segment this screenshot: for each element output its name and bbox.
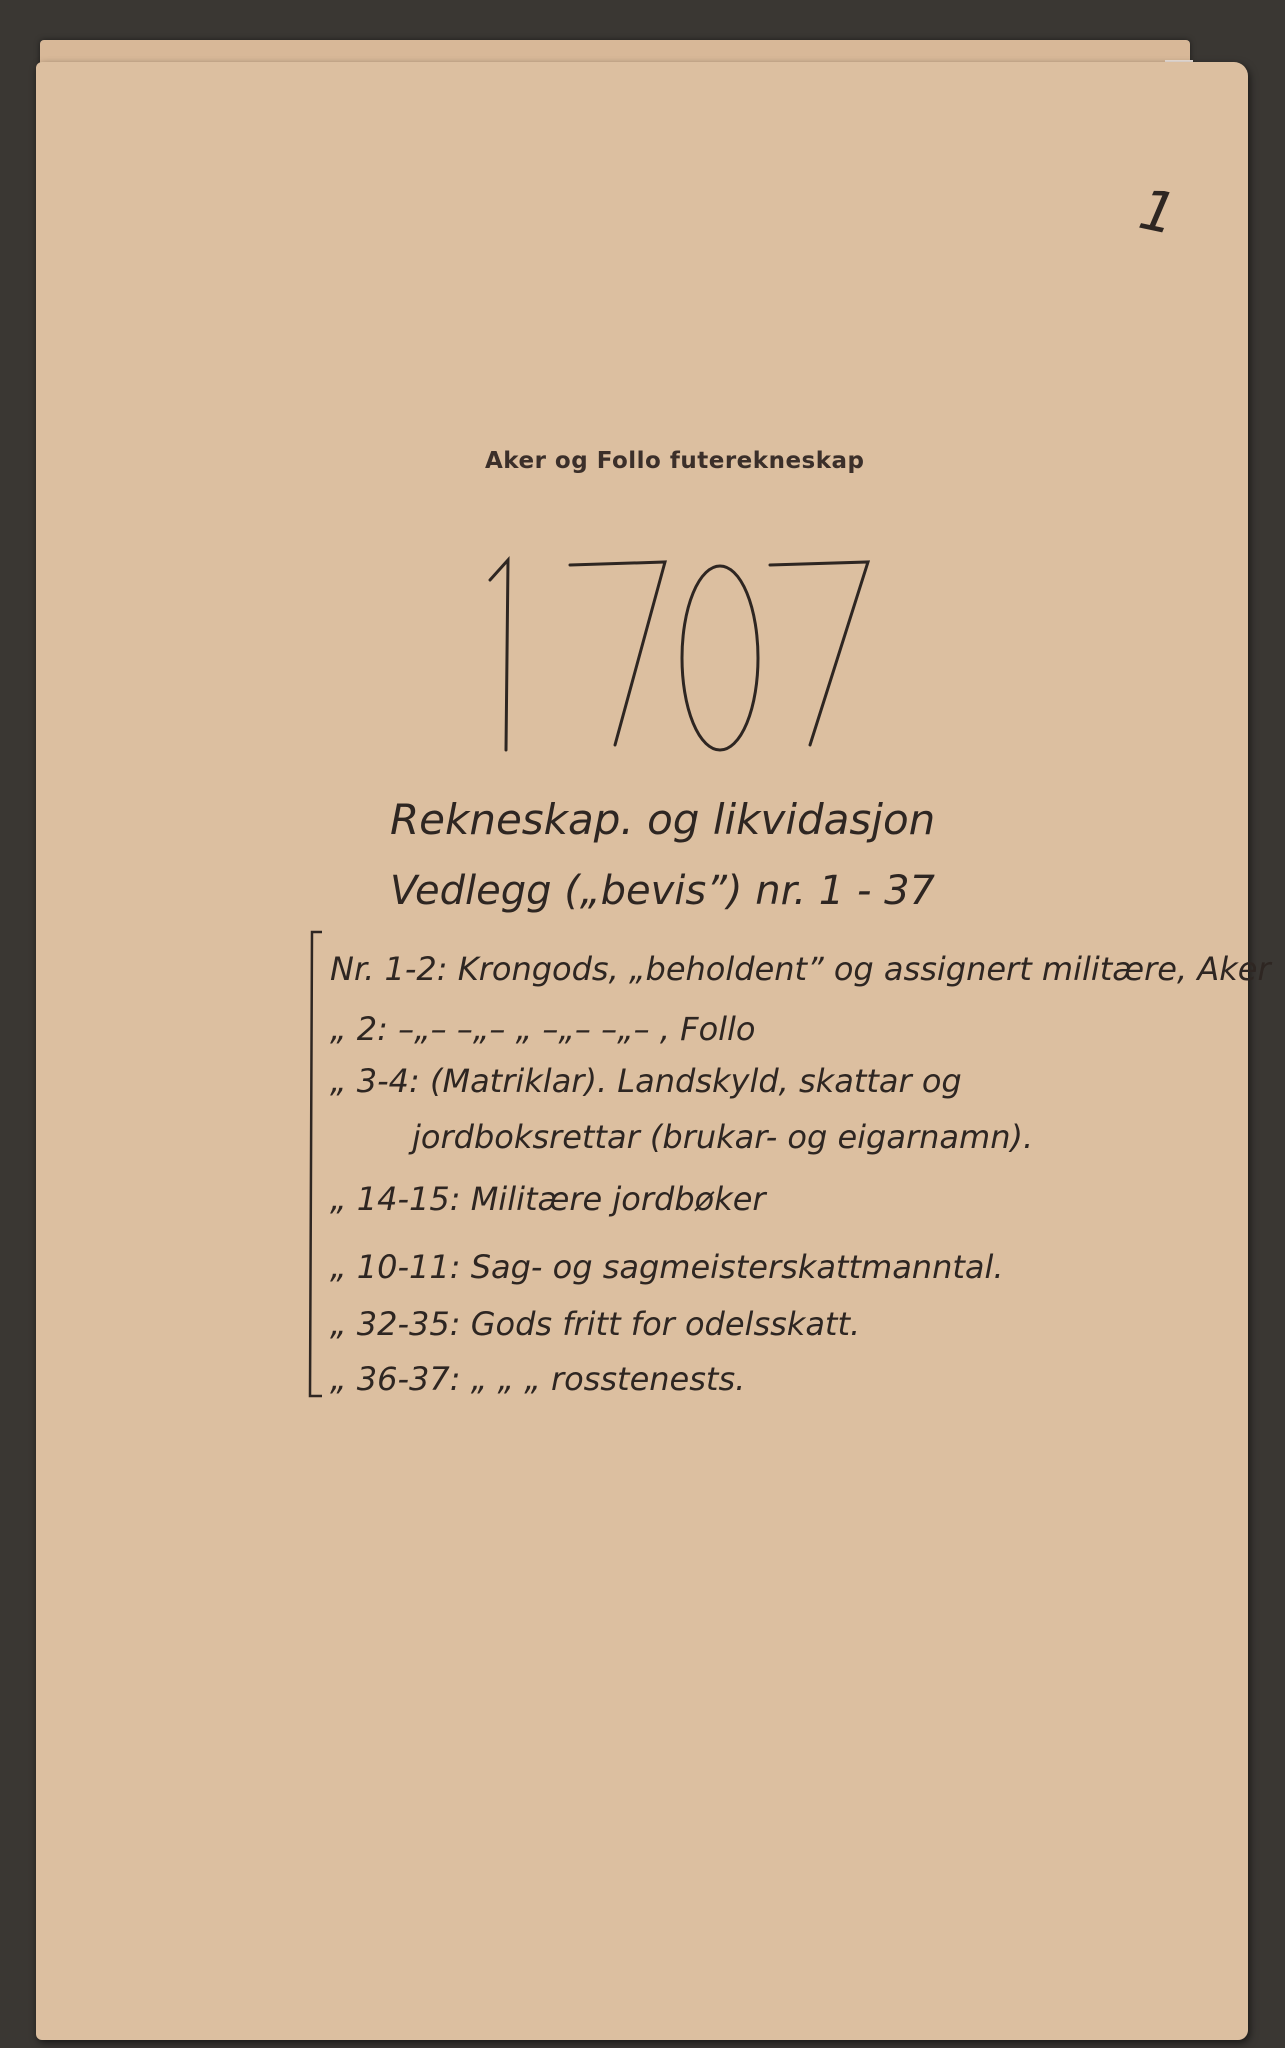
list-item-5: „ 10-11: Sag- og sagmeisterskattmanntal. <box>330 1248 1004 1286</box>
list-item-6: „ 32-35: Gods fritt for odelsskatt. <box>330 1305 861 1343</box>
list-item-2: „ 2: –„– –„– „ –„– –„– , Follo <box>330 1010 756 1048</box>
archive-title: Aker og Follo futerekneskap <box>485 448 865 474</box>
subtitle-line-1: Rekneskap. og likvidasjon <box>390 795 936 844</box>
list-item-4: „ 14-15: Militære jordbøker <box>330 1180 766 1218</box>
document-cover <box>36 62 1248 2040</box>
list-item-7: „ 36-37: „ „ „ rosstenests. <box>330 1360 746 1398</box>
list-bracket <box>306 928 324 1400</box>
page-number: 1 <box>1133 177 1183 248</box>
list-item-3-cont: jordboksrettar (brukar- og eigarnamn). <box>412 1118 1034 1156</box>
list-item-1: Nr. 1-2: Krongods, „beholdent” og assignert militære, Aker <box>330 950 1271 988</box>
year-handwritten <box>470 540 890 760</box>
subtitle-line-2: Vedlegg („bevis”) nr. 1 - 37 <box>390 868 935 914</box>
list-item-3: „ 3-4: (Matriklar). Landskyld, skattar og <box>330 1062 962 1100</box>
